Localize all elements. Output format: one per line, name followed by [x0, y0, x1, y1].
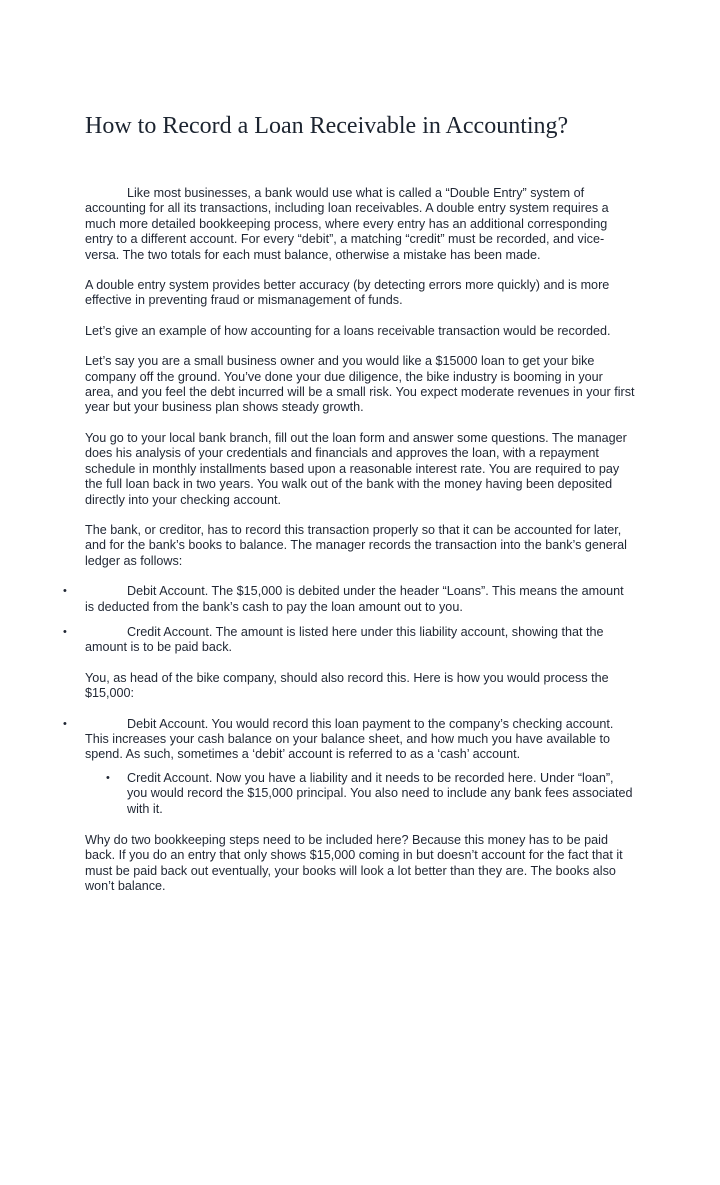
bullet-icon: •: [106, 771, 110, 784]
paragraph-example-intro: Let’s give an example of how accounting for a loans receivable transaction would be recorded.: [85, 323, 611, 338]
document-title: How to Record a Loan Receivable in Accounting?: [85, 113, 569, 139]
list-item-company-credit: [106, 770, 635, 817]
paragraph-closing: Why do two bookkeeping steps need to be included here? Because this money has to be paid back. If you do an entry that only shows $15,000 coming in but doesn’t account for the fact that it must be paid back out eventually, your books will look a lot better than they are. The books also won’t balance.: [85, 833, 623, 894]
paragraph-double-entry: Like most businesses, a bank would use what is called a “Double Entry” system of accounting for all its transactions, including loan receivables. A double entry system requires a much more detailed bookkeeping process, where every entry has an additional corresponding entry to a different account. For every “debit”, a matching “credit” must be recorded, and vice-versa. The two totals for each must balance, otherwise a mistake has been made.: [85, 186, 609, 262]
paragraph-bank-visit: You go to your local bank branch, fill out the loan form and answer some questions. The manager does his analysis of your credentials and financials and approves the loan, with a repayment schedule in monthly installments based upon a reasonable interest rate. You are required to pay the full loan back in two years. You walk out of the bank with the money having been deposited directly into your checking account.: [85, 430, 627, 507]
document-body: [63, 186, 635, 910]
list-item-company-debit: [63, 716, 635, 763]
paragraph-scenario: Let’s say you are a small business owner and you would like a $15000 loan to get your bike company off the ground. You’ve done your due diligence, the bike industry is booming in your area, and you feel the debt incurred will be a small risk. You expect moderate revenues in your first year but your business plan shows steady growth.: [85, 354, 635, 415]
bullet-icon: •: [63, 625, 67, 638]
paragraph-accuracy: A double entry system provides better accuracy (by detecting errors more quickly) and is more effective in preventing fraud or mismanagement of funds.: [85, 278, 610, 308]
list-item-bank-credit: [63, 624, 635, 656]
list-item-text: Credit Account. Now you have a liability and it needs to be recorded here. Under “loan”, you would record the $15,000 principal. You also need to include any bank fees associated with it.: [127, 770, 633, 816]
paragraph-company-intro: You, as head of the bike company, should also record this. Here is how you would process the $15,000:: [85, 670, 609, 701]
paragraph-bank-record: The bank, or creditor, has to record this transaction properly so that it can be accounted for later, and for the bank’s books to balance. The manager records the transaction into the bank’s general ledger as follows:: [85, 522, 627, 568]
bullet-icon: •: [63, 717, 67, 730]
list-item-bank-debit: [63, 584, 635, 615]
list-item-text: Debit Account. The $15,000 is debited under the header “Loans”. This means the amount is deducted from the bank’s cash to pay the loan amount out to you.: [85, 584, 624, 614]
bullet-icon: •: [63, 585, 67, 598]
list-item-text: Credit Account. The amount is listed here under this liability account, showing that the amount is to be paid back.: [85, 624, 604, 655]
list-item-text: Debit Account. You would record this loan payment to the company’s checking account. This increases your cash balance on your balance sheet, and how much you have available to spend. As such, sometimes a ‘debit’ account is referred to as a ‘cash’ account.: [85, 716, 614, 762]
